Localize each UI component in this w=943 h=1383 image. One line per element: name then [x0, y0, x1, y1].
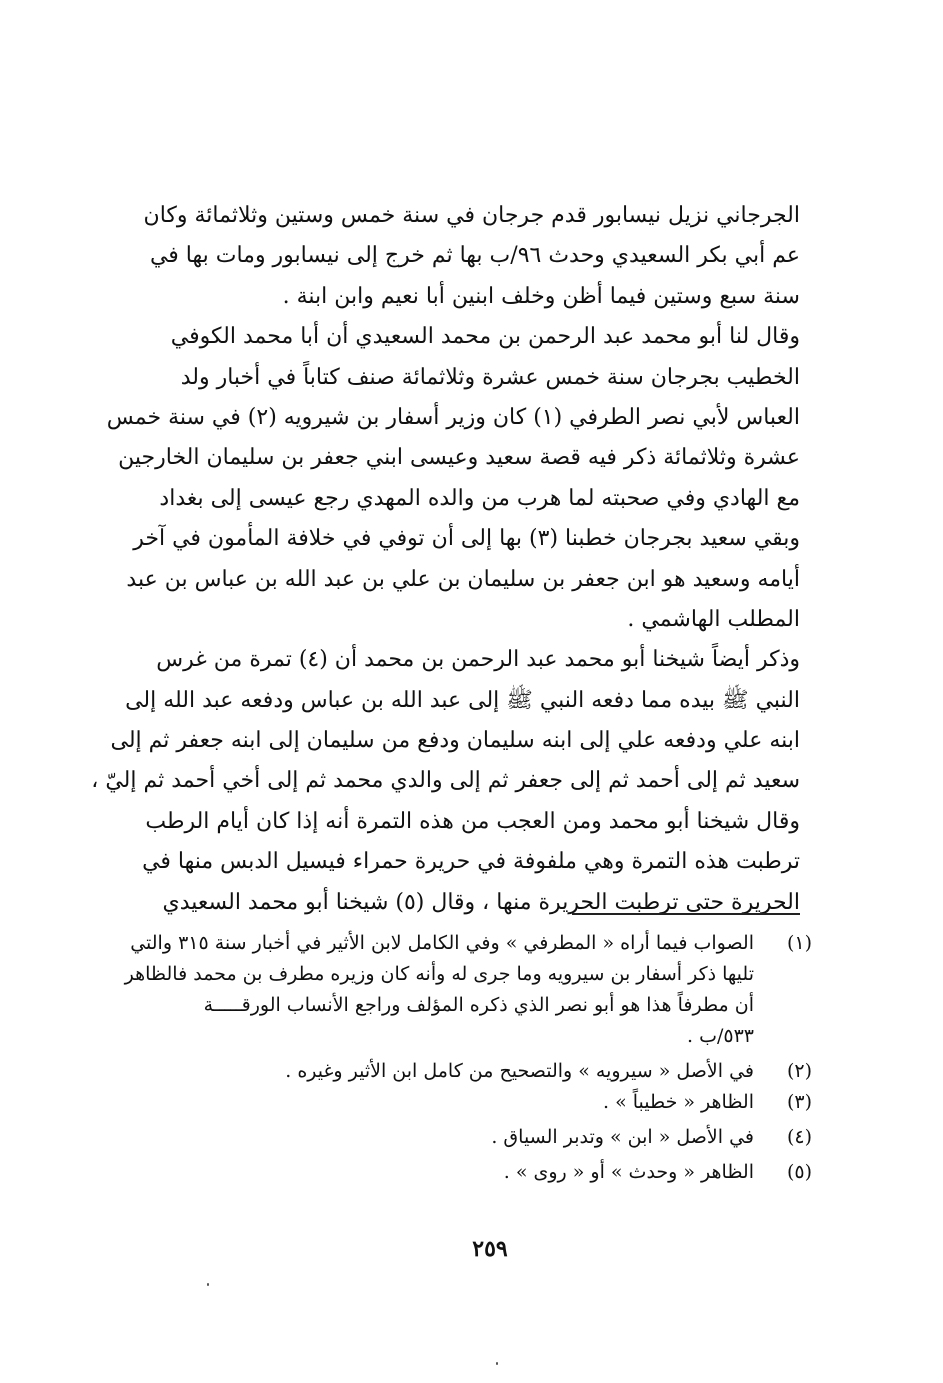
body-line-12: وذكر أيضاً شيخنا أبو محمد عبد الرحمن بن محمد أن (٤) تمرة من غرس: [156, 647, 800, 673]
footnote-separator: [572, 913, 800, 915]
footnote-line: تليها ذكر أسفار بن سيرويه وما جرى له وأنه كان وزيره مطرف بن محمد فالظاهر: [124, 963, 754, 985]
footnote-line: ٥٣٣/ب .: [687, 1025, 754, 1047]
scan-speck: [207, 1283, 209, 1286]
body-line-10: أيامه وسعيد هو ابن جعفر بن سليمان بن علي بن عبد الله بن عباس بن عبد: [126, 566, 800, 592]
body-line-6: العباس لأبي نصر الطرفي (١) كان وزير أسفار بن شيرويه (٢) في سنة خمس: [106, 404, 800, 430]
body-text: [91, 196, 800, 923]
body-line-18: الحريرة حتى ترطبت الحريرة منها ، وقال (٥) شيخنا أبو محمد السعيدي: [162, 889, 800, 915]
footnote-line: في الأصل « سيرويه » والتصحيح من كامل ابن الأثير وغيره .: [285, 1060, 754, 1082]
footnote-number: (٤): [786, 1126, 812, 1148]
footnote-line: الظاهر « خطيباً » .: [603, 1091, 754, 1113]
footnote-number: (٢): [786, 1060, 812, 1082]
body-line-14: ابنه علي ودفعه علي إلى ابنه سليمان ودفع من سليمان إلى ابنه جعفر ثم إلى: [110, 728, 800, 754]
footnote-line: الصواب فيما أراه « المطرفي » وفي الكامل لابن الأثير في أخبار سنة ٣١٥ والتي: [130, 932, 754, 954]
footnote-line: في الأصل « ابن » وتدبر السياق .: [491, 1126, 754, 1148]
footnote-number: (١): [786, 932, 812, 954]
body-line-1: الجرجاني نزيل نيسابور قدم جرجان في سنة خمس وستين وثلاثمائة وكان: [143, 203, 800, 228]
body-line-11: المطلب الهاشمي .: [627, 606, 800, 632]
body-line-15: سعيد ثم إلى أحمد ثم إلى جعفر ثم إلى والدي محمد ثم إلى أخي أحمد ثم إليّ ،: [91, 768, 800, 794]
footnotes: [124, 928, 812, 1188]
footnote-line: أن مطرفاً هذا هو أبو نصر الذي ذكره المؤلف وراجع الأنساب الورقـــــة: [203, 994, 754, 1016]
footnote-number: (٣): [786, 1091, 812, 1113]
page-number: ٢٥٩: [472, 1236, 508, 1262]
body-line-17: ترطبت هذه التمرة وهي ملفوفة في حريرة حمراء فيسيل الدبس منها في: [142, 849, 800, 875]
body-line-4: وقال لنا أبو محمد عبد الرحمن بن محمد السعيدي أن أبا محمد الكوفي: [170, 324, 800, 350]
footnote-1: [124, 928, 812, 1052]
footnote-line: الظاهر « وحدث » أو « روى » .: [503, 1161, 754, 1183]
body-line-5: الخطيب بجرجان سنة خمس عشرة وثلاثمائة صنف كتاباً في أخبار ولد: [180, 364, 800, 390]
body-line-2: عم أبي بكر السعيدي وحدث ٩٦/ب بها ثم خرج إلى نيسابور ومات بها في: [149, 243, 800, 269]
footnote-number: (٥): [786, 1161, 812, 1183]
body-line-7: عشرة وثلاثمائة ذكر فيه قصة سعيد وعيسى ابني جعفر بن سليمان الخارجين: [118, 445, 800, 471]
body-line-8: مع الهادي وفي صحبته لما هرب من والده المهدي رجع عيسى إلى بغداد: [159, 485, 800, 511]
footnote-2: [162, 1056, 812, 1087]
footnote-5: [162, 1157, 812, 1188]
footnote-3: [162, 1087, 812, 1118]
body-line-9: وبقي سعيد بجرجان خطبنا (٣) بها إلى أن توفي في خلافة المأمون في آخر: [133, 526, 800, 552]
body-line-3: سنة سبع وستين فيما أظن وخلف ابنين أبا نعيم وابن ابنة .: [282, 283, 800, 309]
footnote-4: [162, 1122, 812, 1153]
body-line-13: النبي ﷺ بيده مما دفعه النبي ﷺ إلى عبد الله بن عباس ودفعه عبد الله إلى: [125, 687, 800, 713]
scan-speck: [496, 1362, 498, 1365]
body-line-16: وقال شيخنا أبو محمد ومن العجب من هذه التمرة أنه إذا كان أيام الرطب: [145, 808, 800, 834]
